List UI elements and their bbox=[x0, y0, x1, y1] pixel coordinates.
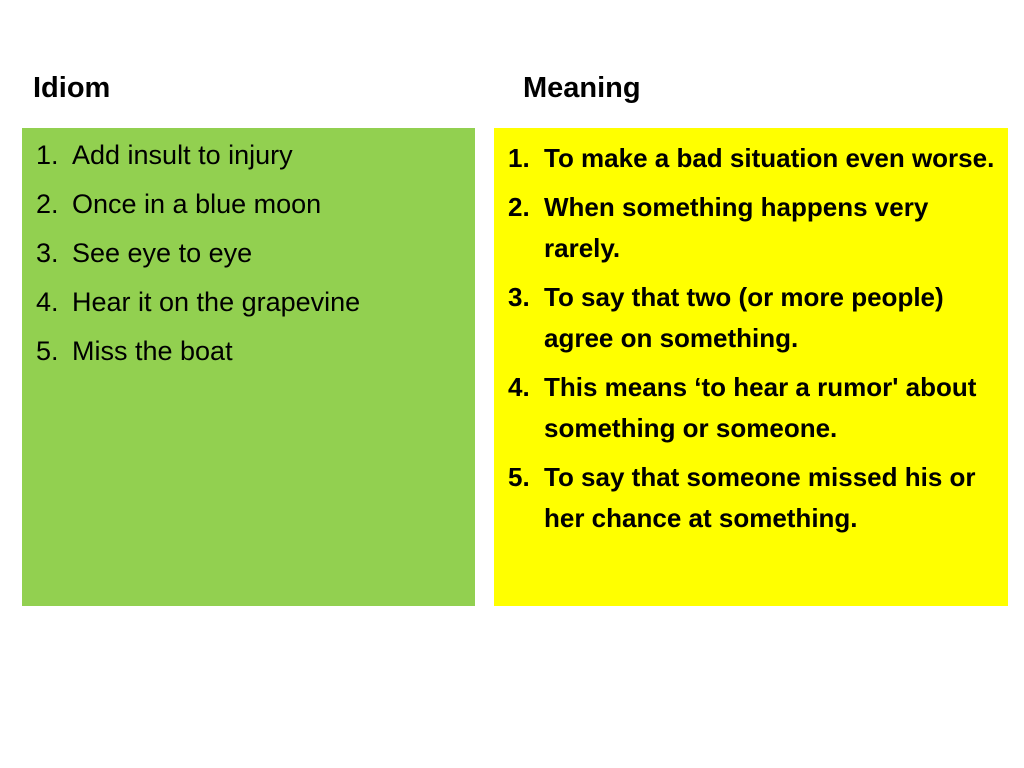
meaning-item-number: 3. bbox=[508, 282, 530, 312]
idiom-item-number: 2. bbox=[36, 189, 59, 219]
meaning-item-number: 5. bbox=[508, 462, 530, 492]
idiom-item-text: See eye to eye bbox=[72, 238, 253, 268]
idiom-panel bbox=[22, 128, 475, 606]
meaning-item-text: To say that someone missed his or her chance at something. bbox=[544, 462, 976, 533]
idiom-item-number: 4. bbox=[36, 287, 59, 317]
idiom-column-heading: Idiom bbox=[33, 72, 111, 104]
meaning-item-text: To say that two (or more people) agree on something. bbox=[544, 282, 944, 353]
meaning-item-number: 2. bbox=[508, 192, 530, 222]
meaning-list-item bbox=[508, 138, 998, 179]
idiom-list bbox=[36, 138, 465, 368]
meaning-panel bbox=[494, 128, 1008, 606]
idiom-item-text: Once in a blue moon bbox=[72, 189, 322, 219]
meaning-item-number: 4. bbox=[508, 372, 530, 402]
meaning-list-item bbox=[508, 187, 998, 269]
idiom-list-item bbox=[36, 334, 465, 368]
meaning-column-heading: Meaning bbox=[523, 72, 641, 104]
idiom-list-item bbox=[36, 236, 465, 270]
idiom-item-number: 1. bbox=[36, 140, 59, 170]
idiom-item-text: Add insult to injury bbox=[72, 140, 293, 170]
idiom-list-item bbox=[36, 285, 465, 319]
meaning-list-item bbox=[508, 367, 998, 449]
meaning-item-text: This means ‘to hear a rumor' about something or someone. bbox=[544, 372, 977, 443]
meaning-list bbox=[508, 138, 998, 539]
meaning-item-number: 1. bbox=[508, 143, 530, 173]
meaning-list-item bbox=[508, 277, 998, 359]
idiom-item-number: 5. bbox=[36, 336, 59, 366]
meaning-item-text: To make a bad situation even worse. bbox=[544, 143, 995, 173]
idiom-item-text: Hear it on the grapevine bbox=[72, 287, 361, 317]
idiom-item-text: Miss the boat bbox=[72, 336, 233, 366]
idiom-item-number: 3. bbox=[36, 238, 59, 268]
meaning-list-item bbox=[508, 457, 998, 539]
meaning-item-text: When something happens very rarely. bbox=[544, 192, 929, 263]
idiom-list-item bbox=[36, 187, 465, 221]
idiom-list-item bbox=[36, 138, 465, 172]
